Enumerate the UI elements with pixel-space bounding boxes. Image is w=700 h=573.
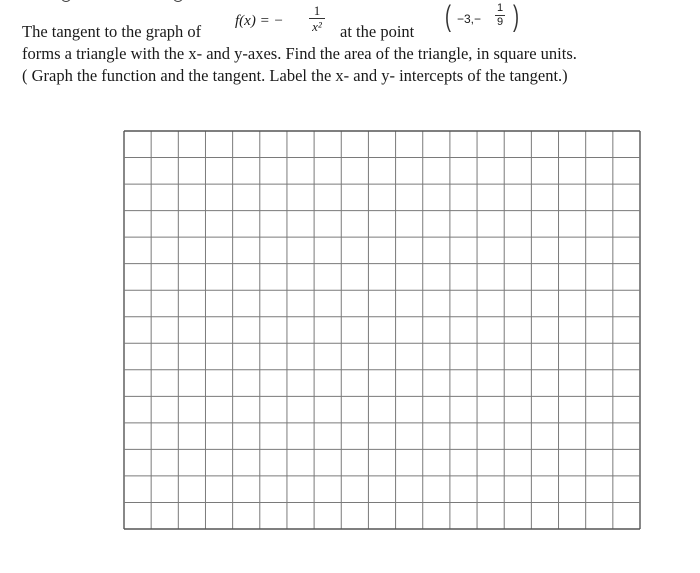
problem-text-at-point: at the point (340, 22, 415, 41)
problem-line-3: ( Graph the function and the tangent. Label the x- and y- intercepts of the tangent.) (22, 66, 568, 85)
left-paren: ( (445, 0, 451, 33)
graph-paper-grid (123, 130, 641, 530)
function-lhs: f(x) = − (235, 13, 284, 29)
point-x (457, 12, 481, 26)
function-fraction (309, 4, 325, 33)
point-x-value: −3, (457, 12, 475, 26)
point-y-denominator: 9 (496, 16, 504, 28)
problem-line-2: forms a triangle with the x- and y-axes. Find the area of the triangle, in square units. (22, 44, 577, 63)
function-denominator: x² (312, 19, 322, 34)
problem-line-1 (22, 0, 682, 50)
right-paren: ) (513, 0, 519, 33)
point-y-numerator: 1 (496, 2, 504, 14)
point-y-sign: − (474, 12, 482, 26)
point-y-fraction (495, 3, 505, 28)
function-numerator: 1 (313, 3, 321, 18)
grid-svg (123, 130, 641, 530)
problem-text-intro: The tangent to the graph of (22, 22, 202, 41)
